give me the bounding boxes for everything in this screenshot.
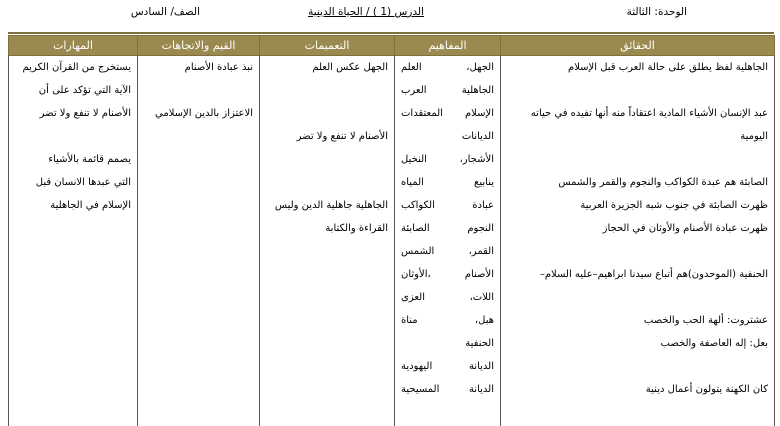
facts-line	[507, 79, 768, 102]
header-rule	[8, 32, 774, 34]
lesson-analysis-table	[8, 35, 775, 426]
skills-line: التي عبدها الانسان قبل	[15, 171, 131, 194]
column-header-facts: الحقائق	[501, 36, 775, 56]
values-line: الاعتزاز بالدين الإسلامي	[144, 102, 253, 125]
generalizations-line: القراءة والكتابة	[266, 217, 388, 240]
table-header-row	[9, 36, 775, 56]
generalizations-line: الأصنام لا تنفع ولا تضر	[266, 125, 388, 148]
values-line: نبذ عبادة الأصنام	[144, 56, 253, 79]
facts-line: الصابئة هم عبدة الكواكب والنجوم والقمر والشمس	[507, 171, 768, 194]
concepts-line: عبادة الكواكب	[401, 194, 494, 217]
concepts-line: الأصنام ،الأوثان	[401, 263, 494, 286]
lesson-title: الدرس (1 ) / الحياة الدينية	[308, 6, 424, 18]
facts-line: الحنفية (الموحدون)هم أتباع سيدنا ابراهيم–عليه السلام–	[507, 263, 768, 286]
facts-line: ظهرت الصابئة في جنوب شبه الجزيرة العربية	[507, 194, 768, 217]
skills-line: يستخرج من القرآن الكريم	[15, 56, 131, 79]
generalizations-line: الجاهلية جاهلية الدين وليس	[266, 194, 388, 217]
unit-title: الوحدة: الثالثة	[627, 6, 687, 18]
facts-line	[507, 240, 768, 263]
facts-line: كان الكهنة يتولون أعمال دينية	[507, 378, 768, 401]
concepts-line: الإسلام المعتقدات	[401, 102, 494, 125]
concepts-line: ينابيع المياه	[401, 171, 494, 194]
facts-line: اليومية	[507, 125, 768, 148]
values-cell	[138, 56, 260, 426]
values-line	[144, 79, 253, 102]
column-header-concepts: المفاهيم	[395, 36, 501, 56]
concepts-cell	[395, 56, 501, 426]
column-header-skills: المهارات	[9, 36, 138, 56]
skills-line	[15, 125, 131, 148]
generalizations-line: الجهل عكس العلم	[266, 56, 388, 79]
generalizations-line	[266, 79, 388, 102]
facts-line: ظهرت عبادة الأصنام والأوثان في الحجاز	[507, 217, 768, 240]
concepts-line: الديانات	[401, 125, 494, 148]
concepts-line: الجاهلية العرب	[401, 79, 494, 102]
skills-line: يصمم قائمة بالأشياء	[15, 148, 131, 171]
skills-line: الأصنام لا تنفع ولا تضر	[15, 102, 131, 125]
concepts-line: الديانة المسيحية	[401, 378, 494, 401]
facts-cell	[501, 56, 775, 426]
generalizations-line	[266, 148, 388, 171]
skills-cell	[9, 56, 138, 426]
concepts-line: اللات، العزى	[401, 286, 494, 309]
generalizations-cell	[260, 56, 395, 426]
facts-line: عبد الإنسان الأشياء المادية اعتقاداً منه أنها تفيده في حياته	[507, 102, 768, 125]
skills-line: الإسلام في الجاهلية	[15, 194, 131, 217]
concepts-line: الديانة اليهودية	[401, 355, 494, 378]
table-body-row	[9, 56, 775, 426]
facts-line: عشتروت: ألهة الحب والخصب	[507, 309, 768, 332]
generalizations-line	[266, 171, 388, 194]
concepts-line: هبل، مناة	[401, 309, 494, 332]
facts-line	[507, 148, 768, 171]
skills-line: الآية التي تؤكد على أن	[15, 79, 131, 102]
facts-line	[507, 355, 768, 378]
concepts-line: الحنفية	[401, 332, 494, 355]
generalizations-line	[266, 102, 388, 125]
facts-line: الجاهلية لفظ يطلق على حالة العرب قبل الإسلام	[507, 56, 768, 79]
concepts-line: الأشجار، النخيل	[401, 148, 494, 171]
concepts-line: الجهل، العلم	[401, 56, 494, 79]
grade-title: الصف/ السادس	[131, 6, 200, 18]
column-header-generalizations: التعميمات	[260, 36, 395, 56]
column-header-values: القيم والاتجاهات	[138, 36, 260, 56]
facts-line: بعل: إله العاصفة والخصب	[507, 332, 768, 355]
facts-line	[507, 286, 768, 309]
concepts-line: النجوم الصابئة	[401, 217, 494, 240]
concepts-line: القمر، الشمس	[401, 240, 494, 263]
